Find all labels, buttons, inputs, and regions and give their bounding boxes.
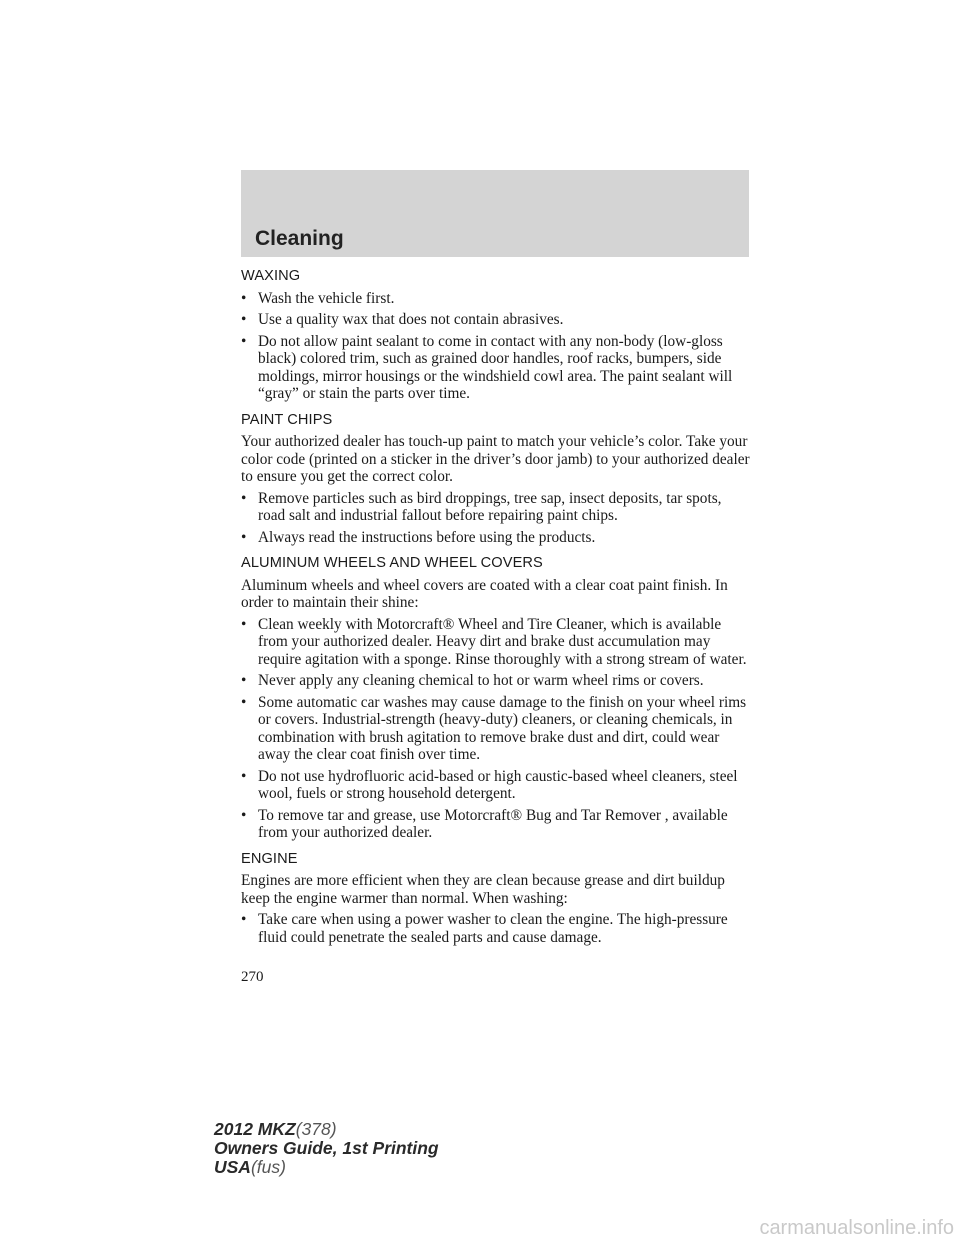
footer-market-code: (fus) <box>250 1157 286 1177</box>
footer-market: USA <box>214 1157 251 1177</box>
list-item: • Some automatic car washes may cause damage to the finish on your wheel rims or covers. Industrial-strength (heavy-duty) cleaners, or cleaning chemicals, in combination with brush agitation to remove brake dust and dirt, could wear away the clear coat finish over time. <box>241 693 747 763</box>
page-content <box>241 268 751 950</box>
bullet-icon: • <box>241 672 247 689</box>
section-title: ENGINE <box>241 850 298 867</box>
list-item: • Do not allow paint sealant to come in contact with any non-body (low-gloss black) colored trim, such as grained door handles, roof racks, bumpers, side moldings, mirror housings or the windshield cowl area. The paint sealant will “gray” or stain the parts over time. <box>241 332 733 402</box>
bullet-icon: • <box>241 767 247 785</box>
bullet-icon: • <box>241 528 247 546</box>
bullet-icon: • <box>241 289 247 307</box>
footer-guide-line <box>214 1139 439 1158</box>
list-item: • Never apply any cleaning chemical to hot or warm wheel rims or covers. <box>241 672 704 689</box>
section-header-band <box>241 170 749 257</box>
section-title: WAXING <box>241 268 301 284</box>
list-item: • To remove tar and grease, use Motorcraft® Bug and Tar Remover , available from your authorized dealer. <box>241 806 728 841</box>
section-intro: Aluminum wheels and wheel covers are coated with a clear coat paint finish. In order to maintain their shine: <box>241 576 728 611</box>
section-waxing <box>241 268 751 403</box>
footer-model-line <box>214 1120 439 1139</box>
bullet-icon: • <box>241 911 247 928</box>
list-item: • Wash the vehicle first. <box>241 289 395 307</box>
section-intro: Your authorized dealer has touch-up paint to match your vehicle’s color. Take your color code (printed on a sticker in the driver’s door jamb) to your authorized dealer to ensure you get the correct color. <box>241 433 750 485</box>
section-intro: Engines are more efficient when they are clean because grease and dirt buildup keep the engine warmer than normal. When washing: <box>241 872 725 907</box>
list-item: • Clean weekly with Motorcraft® Wheel and Tire Cleaner, which is available from your authorized dealer. Heavy dirt and brake dust accumulation may require agitation with a sponge. Rinse thoroughly with a strong stream of water. <box>241 615 747 668</box>
watermark: carmanualsonline.info <box>759 1217 954 1239</box>
footer-model: 2012 MKZ <box>214 1119 296 1139</box>
chapter-title: Cleaning <box>255 227 344 250</box>
bullet-icon: • <box>241 806 247 824</box>
list-item: • Take care when using a power washer to clean the engine. The high-pressure fluid could penetrate the sealed parts and cause damage. <box>241 911 728 946</box>
list-item: • Do not use hydrofluoric acid-based or high caustic-based wheel cleaners, steel wool, fuels or strong household detergent. <box>241 767 738 802</box>
section-aluminum-wheels <box>241 555 751 842</box>
section-paint-chips <box>241 412 751 547</box>
list-item: • Use a quality wax that does not contain abrasives. <box>241 311 564 328</box>
bullet-icon: • <box>241 332 247 350</box>
footer-model-code: (378) <box>295 1119 337 1139</box>
section-title: PAINT CHIPS <box>241 411 333 428</box>
bullet-icon: • <box>241 615 247 633</box>
section-title: ALUMINUM WHEELS AND WHEEL COVERS <box>241 555 543 571</box>
list-item: • Remove particles such as bird droppings, tree sap, insect deposits, tar spots, road salt and industrial fallout before repairing paint chips. <box>241 489 722 524</box>
footer-market-line <box>214 1158 439 1177</box>
footer-guide: Owners Guide, 1st Printing <box>214 1138 439 1158</box>
print-footer <box>214 1120 439 1177</box>
list-item: • Always read the instructions before using the products. <box>241 528 596 546</box>
section-engine <box>241 851 751 947</box>
bullet-icon: • <box>241 311 247 328</box>
bullet-icon: • <box>241 693 247 711</box>
bullet-icon: • <box>241 489 247 507</box>
page-number: 270 <box>241 969 264 985</box>
